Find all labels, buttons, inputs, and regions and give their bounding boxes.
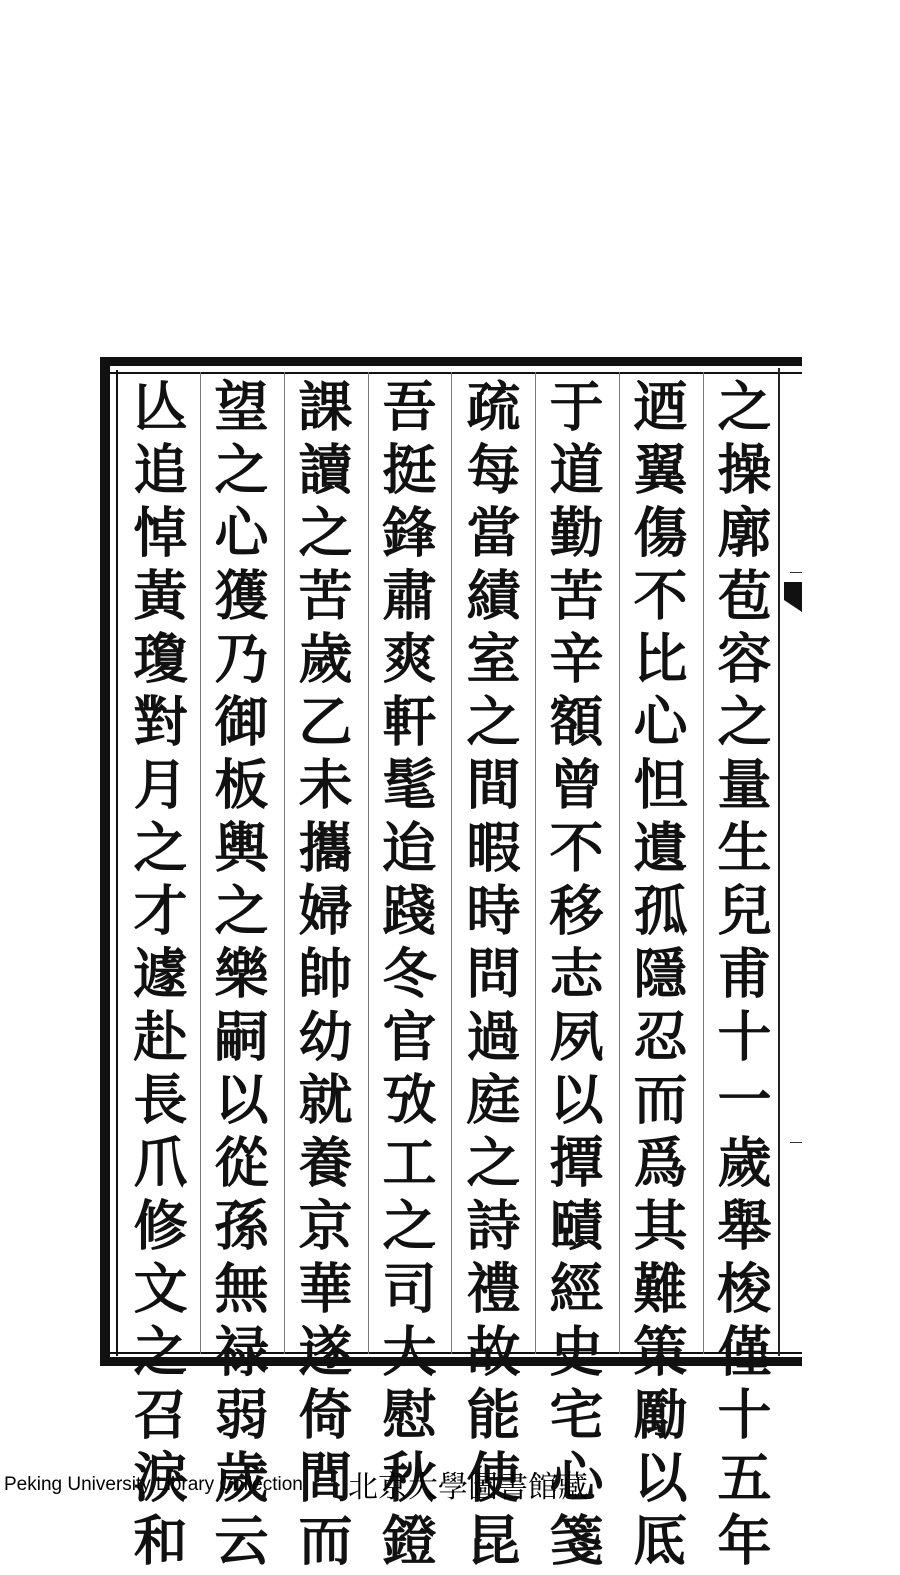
column-divider — [284, 372, 285, 1354]
text-column-7 — [203, 372, 273, 1575]
column-text: 于道勤苦辛額曾不移志夙以撢賾經史宅心箋 — [541, 378, 605, 1575]
column-divider — [535, 372, 536, 1354]
collection-name-english: Peking University Library Collection — [4, 1474, 303, 1495]
collection-footer — [0, 1462, 900, 1505]
text-column-2 — [622, 372, 692, 1575]
column-divider — [368, 372, 369, 1354]
column-text: 迺翼傷不比心怛遺孤隱忍而爲其難策勵以厎 — [625, 378, 689, 1575]
column-divider — [703, 372, 704, 1354]
fold-rule-top — [790, 572, 802, 573]
text-column-8 — [122, 372, 192, 1575]
column-text: 亾追悼黃瓊對月之才遽赴長爪修文之召淚和 — [125, 378, 189, 1575]
inner-left-rule — [116, 370, 118, 1356]
block-centre-edge — [778, 368, 780, 1356]
column-text: 望之心獲乃御板輿之樂嗣以從孫無禄弱歲云 — [206, 378, 270, 1575]
column-text: 之操廓苞容之量生兒甫十一歲舉梭僅十五年 — [709, 378, 773, 1575]
column-divider — [619, 372, 620, 1354]
column-text: 課讀之苦歲乙未攜婦帥幼就養京華遂倚閭而 — [290, 378, 354, 1575]
collection-name-chinese: 北京大學圖書館藏 — [348, 1470, 588, 1505]
text-column-5 — [371, 372, 441, 1575]
text-column-4 — [455, 372, 525, 1575]
text-column-6 — [287, 372, 357, 1575]
column-divider — [200, 372, 201, 1354]
column-text: 吾挺鋒肅爽軒髦迨踐冬官攷工之司大慰秋鐙 — [374, 378, 438, 1575]
text-column-3 — [538, 372, 608, 1575]
column-divider — [451, 372, 452, 1354]
text-column-1 — [706, 372, 776, 1575]
column-text: 疏每當績室之間暇時問過庭之詩禮故能使昆 — [458, 378, 522, 1575]
fold-rule-bottom — [790, 1142, 802, 1143]
